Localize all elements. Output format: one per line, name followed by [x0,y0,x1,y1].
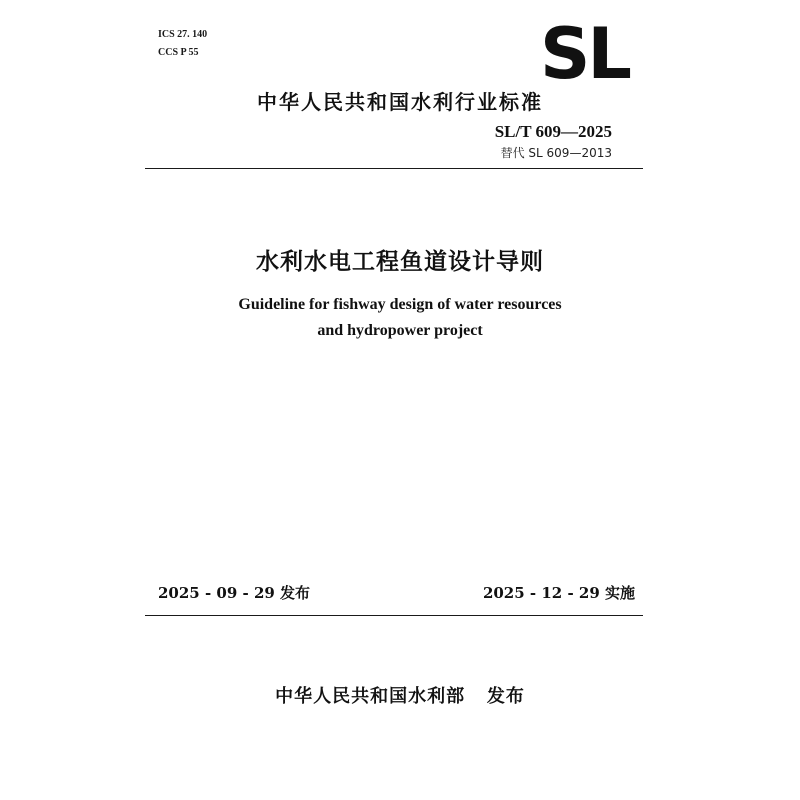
replaced-standard: 替代 SL 609—2013 [500,146,612,160]
title-english-line2: and hydropower project [317,322,483,339]
standard-code: SL/T 609—2025 [494,122,612,141]
implementation-date: 2025 - 12 - 29 实施 [482,584,635,602]
header-divider [145,168,643,169]
ics-code: ICS 27. 140 [158,29,208,40]
title-chinese: 水利水电工程鱼道设计导则 [256,249,544,275]
sl-logo: SL [540,13,630,95]
classification-codes [158,26,207,62]
publisher: 中华人民共和国水利部 发布 [275,686,525,707]
title-english [0,292,800,344]
issue-date: 2025 - 09 - 29 发布 [158,584,311,602]
standard-category: 中华人民共和国水利行业标准 [257,90,543,114]
footer-divider [145,615,643,616]
ccs-code: CCS P 55 [158,47,199,58]
title-english-line1: Guideline for fishway design of water resources [238,296,562,313]
